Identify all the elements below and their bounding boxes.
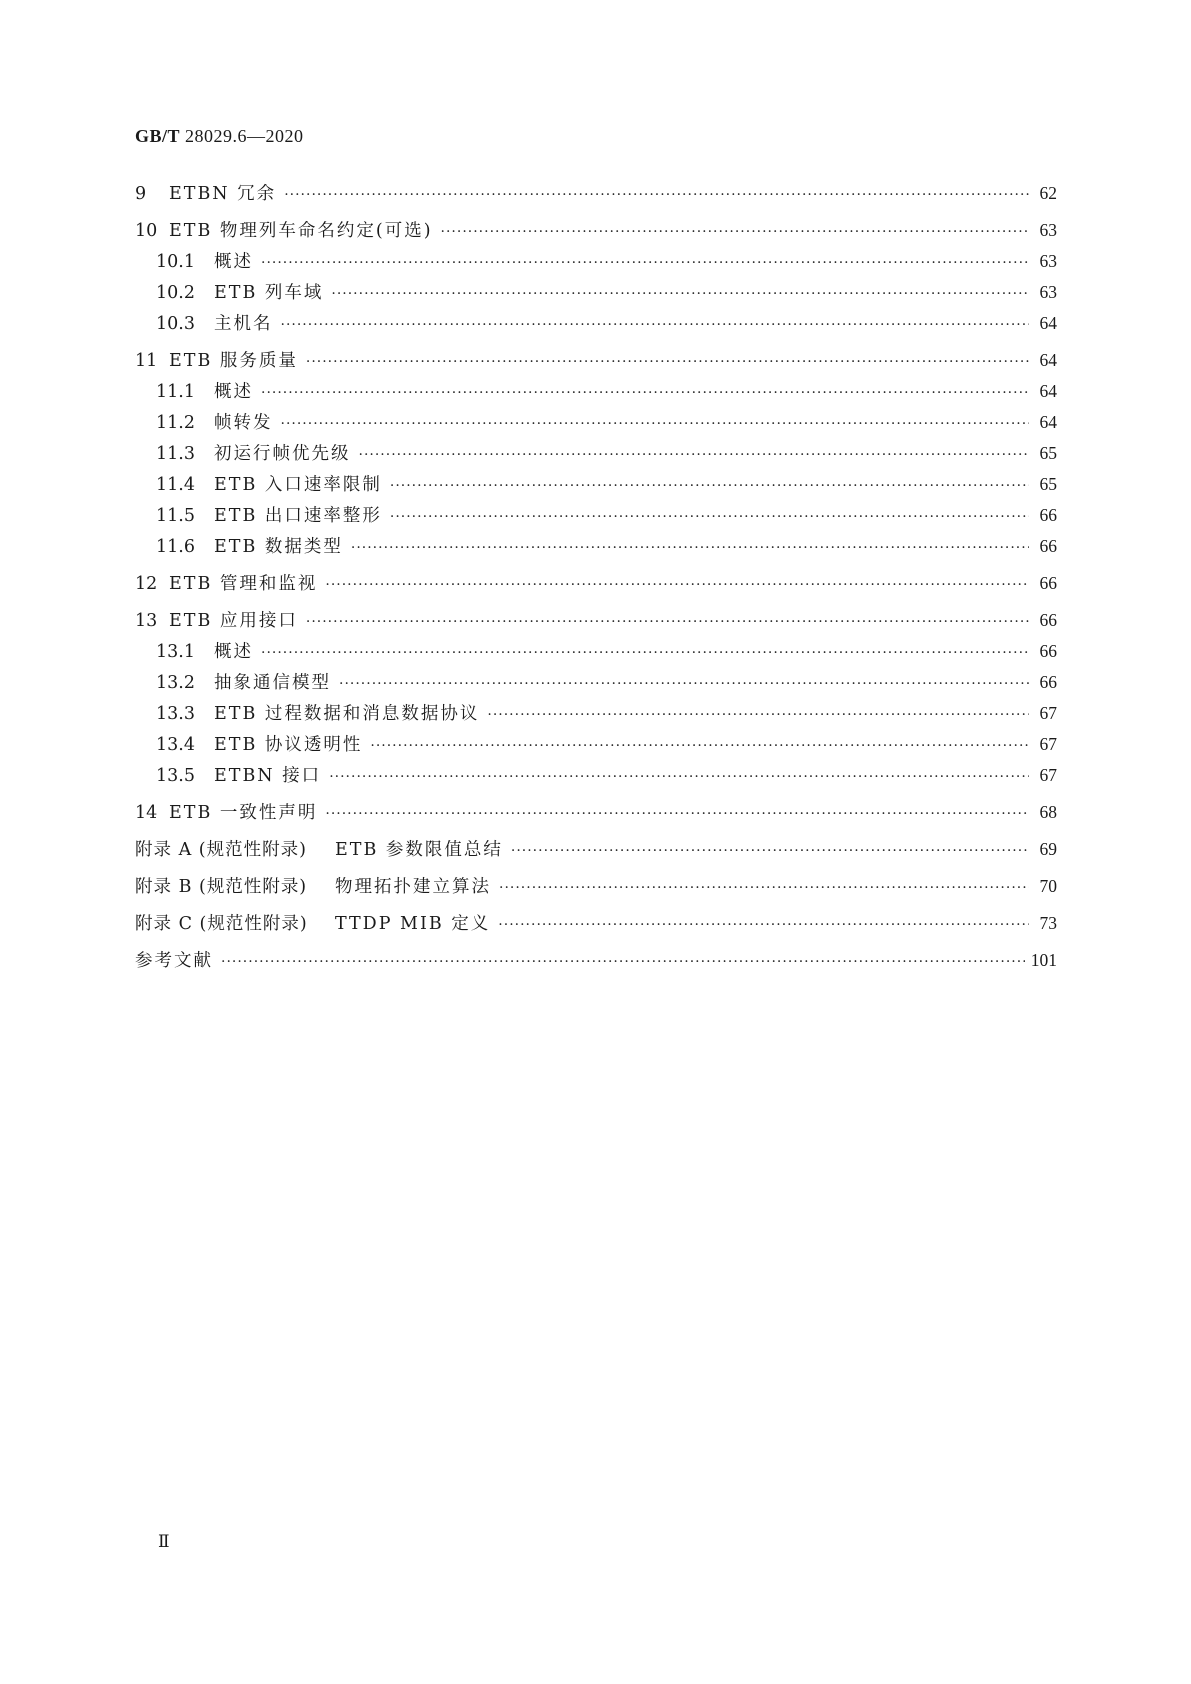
toc-entry-page: 68 (1039, 802, 1057, 822)
toc-entry-number: 10.3 (156, 314, 195, 334)
toc-entry-number: 11.6 (156, 537, 195, 557)
toc-entry-page: 64 (1039, 381, 1057, 401)
toc-dot-leader (221, 947, 1025, 978)
toc-entry-title: ETB 过程数据和消息数据协议 (214, 704, 480, 724)
toc-entry-number: 10.2 (156, 283, 195, 303)
toc-entry-number: 14 (135, 803, 158, 823)
toc-entry-title: 概述 (214, 382, 253, 402)
page-number: Ⅱ (158, 1532, 170, 1551)
toc-entry-page: 69 (1039, 839, 1057, 859)
toc-entry-number: 13.1 (156, 642, 195, 662)
toc-entry-number: 13.3 (156, 704, 195, 724)
toc-entry-page: 66 (1039, 573, 1057, 593)
toc-entry-page: 73 (1039, 913, 1057, 933)
toc-entry-number: 11.5 (156, 506, 195, 526)
toc-entry-page: 66 (1039, 505, 1057, 525)
toc-entry[interactable] (135, 469, 1057, 500)
toc-entry-number: 13.2 (156, 673, 195, 693)
toc-entry-page: 63 (1039, 220, 1057, 240)
toc-entry[interactable] (135, 531, 1057, 562)
toc-entry-title: 物理拓扑建立算法 (335, 877, 491, 897)
toc-entry-page: 67 (1039, 765, 1057, 785)
toc-dot-leader (390, 502, 1029, 533)
toc-entry-page: 66 (1039, 536, 1057, 556)
toc-entry-number: 10.1 (156, 252, 195, 272)
toc-entry-number: 13.5 (156, 766, 195, 786)
toc-entry-number: 13.4 (156, 735, 195, 755)
toc-entry[interactable] (135, 345, 1057, 376)
toc-entry-number: 9 (135, 184, 147, 204)
toc-entry-title: ETB 应用接口 (169, 611, 298, 631)
toc-dot-leader (511, 836, 1029, 867)
toc-dot-leader (306, 347, 1029, 378)
toc-dot-leader (441, 217, 1029, 248)
toc-entry-page: 66 (1039, 672, 1057, 692)
toc-entry-title: ETB 数据类型 (214, 537, 343, 557)
toc-entry-page: 65 (1039, 474, 1057, 494)
toc-entry-title: ETB 一致性声明 (169, 803, 318, 823)
toc-entry[interactable] (135, 605, 1057, 636)
toc-entry-number: 13 (135, 611, 158, 631)
toc-dot-leader (281, 409, 1030, 440)
toc-entry[interactable] (135, 797, 1057, 828)
toc-entry[interactable] (135, 438, 1057, 469)
toc-entry-title: ETB 入口速率限制 (214, 475, 382, 495)
toc-entry-title: ETB 参数限值总结 (335, 840, 503, 860)
toc-dot-leader (281, 310, 1030, 341)
toc-entry-number: 12 (135, 574, 158, 594)
toc-entry[interactable] (135, 945, 1057, 976)
toc-entry[interactable] (135, 277, 1057, 308)
toc-dot-leader (331, 279, 1029, 310)
toc-dot-leader (329, 762, 1029, 793)
toc-entry-title: 抽象通信模型 (214, 673, 331, 693)
toc-entry-page: 66 (1039, 610, 1057, 630)
toc-entry[interactable] (135, 308, 1057, 339)
toc-entry[interactable] (135, 178, 1057, 209)
toc-dot-leader (306, 607, 1029, 638)
toc-entry-page: 64 (1039, 412, 1057, 432)
toc-entry-title: 主机名 (214, 314, 273, 334)
toc-entry-page: 64 (1039, 313, 1057, 333)
toc-entry-number: 11.4 (156, 475, 195, 495)
toc-entry-number: 11.3 (156, 444, 195, 464)
toc-entry-title: ETB 出口速率整形 (214, 506, 382, 526)
toc-entry[interactable] (135, 871, 1057, 902)
toc-entry[interactable] (135, 908, 1057, 939)
toc-dot-leader (390, 471, 1029, 502)
toc-entry[interactable] (135, 407, 1057, 438)
toc-entry-title: ETB 列车域 (214, 283, 324, 303)
toc-entry-page: 62 (1039, 183, 1057, 203)
toc-entry-number: 10 (135, 221, 158, 241)
toc-entry-title: ETBN 冗余 (169, 184, 277, 204)
toc-dot-leader (487, 700, 1029, 731)
toc-entry-title: 初运行帧优先级 (214, 444, 351, 464)
toc-entry-title: 帧转发 (214, 413, 273, 433)
toc-entry-title: ETB 管理和监视 (169, 574, 318, 594)
toc-entry-page: 67 (1039, 703, 1057, 723)
toc-entry-page: 63 (1039, 282, 1057, 302)
toc-dot-leader (261, 248, 1029, 279)
toc-entry-title: ETBN 接口 (214, 766, 322, 786)
toc-entry[interactable] (135, 636, 1057, 667)
standard-number: 28029.6—2020 (185, 126, 304, 146)
toc-entry-number: 附录 A (规范性附录) (135, 840, 307, 860)
toc-dot-leader (339, 669, 1029, 700)
toc-dot-leader (359, 440, 1030, 471)
toc-entry-title: TTDP MIB 定义 (335, 914, 491, 934)
toc-entry-page: 67 (1039, 734, 1057, 754)
toc-entry-page: 101 (1030, 950, 1057, 970)
toc-entry-title: ETB 协议透明性 (214, 735, 363, 755)
toc-entry-title: ETB 物理列车命名约定(可选) (169, 221, 433, 241)
toc-dot-leader (498, 910, 1029, 941)
toc-entry-title: 概述 (214, 252, 253, 272)
toc-entry[interactable] (135, 215, 1057, 246)
toc-entry-title: 概述 (214, 642, 253, 662)
toc-entry-page: 63 (1039, 251, 1057, 271)
document-header (135, 126, 304, 147)
toc-dot-leader (325, 570, 1029, 601)
toc-entry-number: 附录 C (规范性附录) (135, 914, 308, 934)
toc-entry-page: 64 (1039, 350, 1057, 370)
toc-entry-page: 70 (1039, 876, 1057, 896)
toc-entry[interactable] (135, 760, 1057, 791)
toc-entry-number: 11.2 (156, 413, 195, 433)
toc-entry-page: 66 (1039, 641, 1057, 661)
toc-entry[interactable] (135, 698, 1057, 729)
toc-entry-title: ETB 服务质量 (169, 351, 298, 371)
toc-dot-leader (499, 873, 1029, 904)
toc-entry[interactable] (135, 729, 1057, 760)
table-of-contents (135, 178, 1057, 976)
toc-entry[interactable] (135, 667, 1057, 698)
toc-dot-leader (261, 378, 1029, 409)
toc-entry-number: 附录 B (规范性附录) (135, 877, 308, 897)
toc-entry-number: 11 (135, 351, 158, 371)
toc-entry[interactable] (135, 246, 1057, 277)
toc-entry[interactable] (135, 834, 1057, 865)
toc-dot-leader (351, 533, 1029, 564)
standard-prefix: GB/T (135, 126, 181, 146)
toc-dot-leader (370, 731, 1029, 762)
toc-entry[interactable] (135, 568, 1057, 599)
toc-dot-leader (284, 180, 1029, 211)
toc-entry-page: 65 (1039, 443, 1057, 463)
toc-dot-leader (325, 799, 1029, 830)
toc-entry[interactable] (135, 500, 1057, 531)
toc-entry-title: 参考文献 (135, 951, 213, 971)
toc-dot-leader (261, 638, 1029, 669)
toc-entry[interactable] (135, 376, 1057, 407)
toc-entry-number: 11.1 (156, 382, 195, 402)
